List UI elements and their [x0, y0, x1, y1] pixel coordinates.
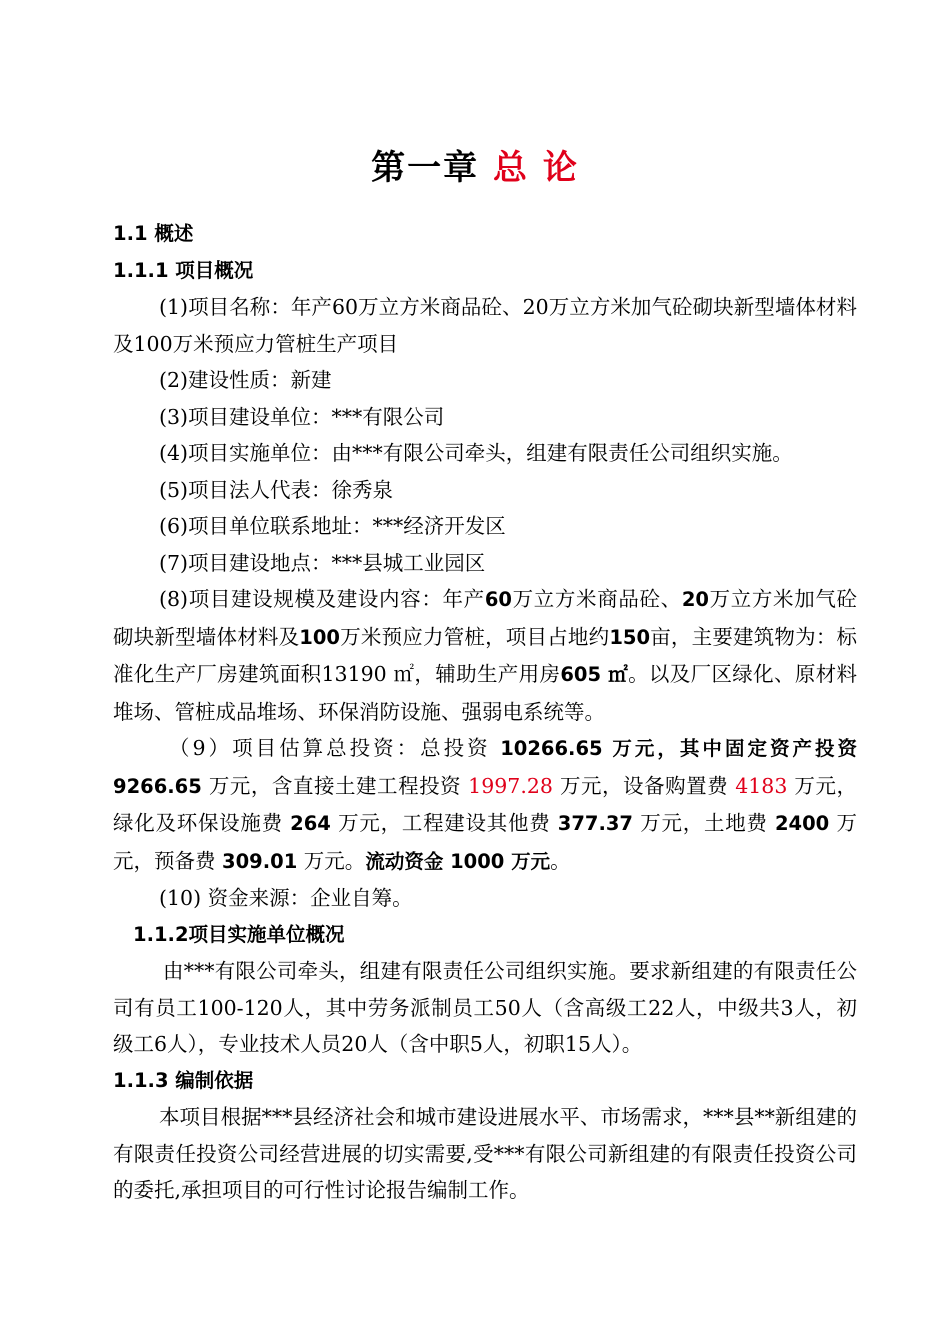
value-working-capital: 流动资金 1000 万元: [365, 849, 551, 873]
item-nature: (2)建设性质：新建: [159, 368, 332, 392]
value-construction-investment: 1997.28: [468, 773, 553, 798]
item-investment-text: 万元，土地费: [633, 811, 775, 835]
paragraph-implementer-overview: 由***有限公司牵头，组建有限责任公司组织实施。要求新组建的有限责任公司有员工100-120人，其中劳务派制员工50人（含高级工22人，中级共3人，初级工6人），专业技术人员20人（含中职5人，初职15人）。: [113, 959, 857, 1056]
item-implementer: (4)项目实施单位：由***有限公司牵头，组建有限责任公司组织实施。: [159, 441, 793, 465]
item-scale-text: 万立方米加气砼砌块新型墙体材料及: [113, 587, 858, 649]
section-heading-1-1-2: 1.1.2项目实施单位概况: [133, 922, 345, 946]
value-greening-cost: 264: [290, 812, 331, 835]
value-equipment-cost: 4183: [735, 773, 788, 798]
item-investment: [113, 730, 857, 880]
item-scale-text: 万立方米商品砼、: [511, 587, 682, 611]
item-investment-text: 万元，预备费: [113, 811, 857, 873]
item-investment-text: （9）项目估算总投资：总投资: [169, 736, 501, 760]
value-factory-area: 13190 ㎡: [321, 662, 415, 686]
value-fixed-investment: 9266.65: [113, 774, 202, 798]
value-concrete-volume: 60: [484, 588, 512, 611]
document-body: [113, 216, 857, 1209]
item-investment-text: 万元，设备购置费: [552, 773, 736, 798]
item-investment-text: 。: [550, 848, 571, 873]
value-aux-area: 605 ㎡: [560, 663, 629, 686]
chapter-name: 总 论: [493, 148, 579, 188]
section-heading-1-1-1: 1.1.1 项目概况: [113, 258, 254, 282]
item-scale: [113, 581, 857, 730]
item-investment-text: 万元。: [297, 848, 366, 873]
item-scale-text: 亩，主要建筑物为：标准化生产厂房建筑面积: [113, 624, 858, 686]
value-total-investment: 10266.65: [500, 737, 603, 760]
chapter-number: 第一章: [371, 148, 480, 188]
item-investment-text: 万元，工程建设其他费: [330, 811, 558, 835]
section-heading-1-1: 1.1 概述: [113, 222, 194, 245]
section-heading-1-1-3: 1.1.3 编制依据: [113, 1068, 254, 1092]
value-block-volume: 20: [681, 588, 709, 611]
value-land-area: 150: [609, 625, 651, 649]
item-fund-source: (10) 资金来源：企业自筹。: [159, 886, 413, 910]
item-project-name: (1)项目名称：年产60万立方米商品砼、20万立方米加气砼砌块新型墙体材料及100万米预应力管桩生产项目: [113, 295, 857, 356]
item-legal-rep: (5)项目法人代表：徐秀泉: [159, 477, 394, 502]
chapter-title: [0, 140, 950, 189]
item-scale-text: 。以及厂区绿化、原材料堆场、管桩成品堆场、环保消防设施、强弱电系统等。: [113, 662, 858, 724]
item-scale-text: (8)项目建设规模及建设内容：年产: [159, 587, 485, 611]
item-investment-text: 万元，绿化及环保设施费: [113, 773, 857, 835]
item-location: (7)项目建设地点：***县城工业园区: [159, 550, 486, 575]
item-builder: (3)项目建设单位：***有限公司: [159, 404, 445, 429]
value-pile-length: 100: [299, 625, 341, 649]
item-scale-text: 万米预应力管桩，项目占地约: [340, 624, 610, 649]
value-other-cost: 377.37: [557, 812, 633, 835]
item-investment-text: 万元，含直接土建工程投资: [201, 773, 469, 798]
item-investment-text: 万元，其中固定资产投资: [602, 737, 857, 760]
value-land-cost: 2400: [774, 812, 830, 835]
item-address: (6)项目单位联系地址：***经济开发区: [159, 514, 506, 538]
paragraph-basis: 本项目根据***县经济社会和城市建设进展水平、市场需求，***县**新组建的有限责任投资公司经营进展的切实需要,受***有限公司新组建的有限责任投资公司的委托,承担项目的可行性讨论报告编制工作。: [113, 1105, 857, 1202]
value-reserve-cost: 309.01: [222, 849, 298, 873]
item-scale-text: ，辅助生产用房: [414, 662, 561, 686]
